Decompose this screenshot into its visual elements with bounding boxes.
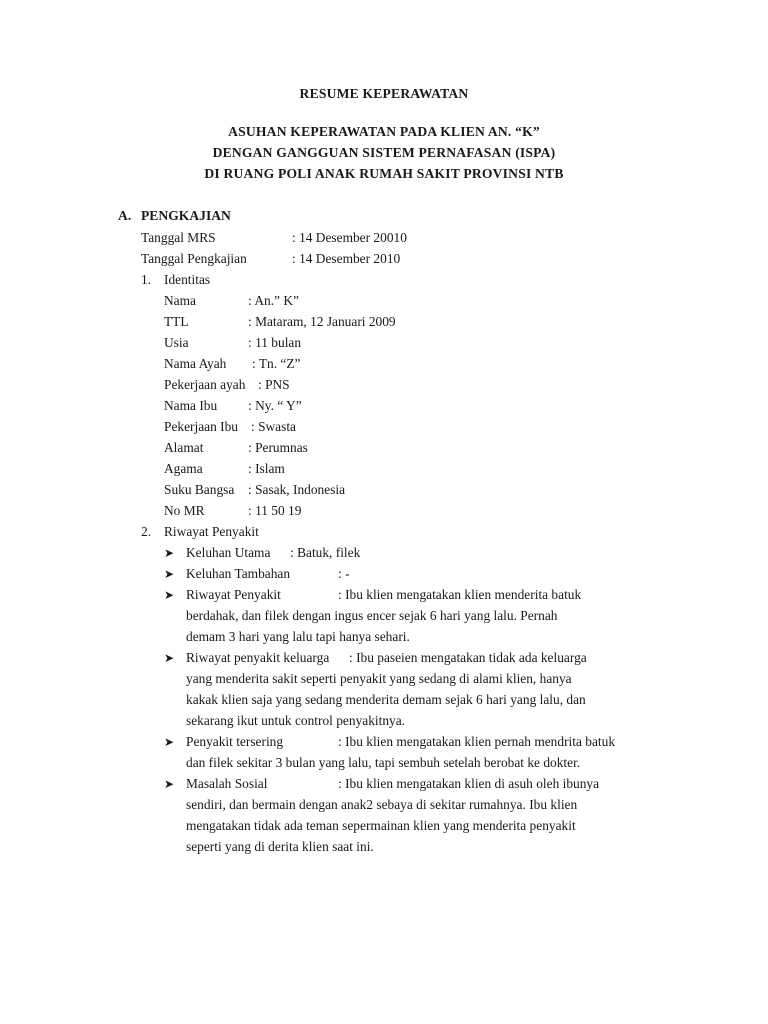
- arrow-right-icon: ➤: [164, 588, 175, 602]
- identity-label-pekerjaan-ibu: Pekerjaan Ibu: [164, 419, 238, 434]
- identity-number: 1.: [141, 272, 152, 287]
- arrow-right-icon: ➤: [164, 777, 175, 791]
- identity-label-alamat: Alamat: [164, 440, 204, 455]
- history-value-riwayat-penyakit: : Ibu klien mengatakan klien menderita batuk: [338, 587, 582, 602]
- history-label-riwayat-penyakit: Riwayat Penyakit: [186, 587, 281, 602]
- history-value-masalah-sosial: : Ibu klien mengatakan klien di asuh oleh ibunya: [338, 776, 600, 791]
- section-a-heading: PENGKAJIAN: [141, 208, 231, 223]
- identity-label-usia: Usia: [164, 335, 189, 350]
- identity-label-nama: Nama: [164, 293, 196, 308]
- history-number: 2.: [141, 524, 152, 539]
- history-heading: Riwayat Penyakit: [164, 524, 259, 539]
- history-continuation-line: mengatakan tidak ada teman sepermainan klien yang menderita penyakit: [186, 818, 576, 833]
- history-value-penyakit-tersering: : Ibu klien mengatakan klien pernah mendrita batuk: [338, 734, 616, 749]
- identity-label-nama-ibu: Nama Ibu: [164, 398, 218, 413]
- subtitle-line-3: DI RUANG POLI ANAK RUMAH SAKIT PROVINSI NTB: [204, 166, 564, 181]
- section-a-label: A.: [118, 208, 132, 223]
- history-label-riwayat-keluarga: Riwayat penyakit keluarga: [186, 650, 330, 665]
- identity-label-agama: Agama: [164, 461, 203, 476]
- history-continuation-line: seperti yang di derita klien saat ini.: [186, 839, 374, 854]
- identity-value-nama-ibu: : Ny. “ Y”: [248, 398, 302, 413]
- arrow-right-icon: ➤: [164, 651, 175, 665]
- identity-label-suku-bangsa: Suku Bangsa: [164, 482, 235, 497]
- history-continuation-line: yang menderita sakit seperti penyakit yang sedang di alami klien, hanya: [186, 671, 572, 686]
- history-continuation-line: dan filek sekitar 3 bulan yang lalu, tapi sembuh setelah berobat ke dokter.: [186, 755, 581, 770]
- history-label-keluhan-tambahan: Keluhan Tambahan: [186, 566, 291, 581]
- history-continuation-line: sekarang ikut untuk control penyakitnya.: [186, 713, 406, 728]
- history-value-keluhan-tambahan: : -: [338, 566, 350, 581]
- history-continuation-line: kakak klien saja yang sedang menderita demam sejak 6 hari yang lalu, dan: [186, 692, 586, 707]
- identity-value-usia: : 11 bulan: [248, 335, 302, 350]
- date-assessment-value: : 14 Desember 2010: [292, 251, 401, 266]
- date-assessment-label: Tanggal Pengkajian: [141, 251, 247, 266]
- identity-heading: Identitas: [164, 272, 211, 287]
- identity-value-suku-bangsa: : Sasak, Indonesia: [248, 482, 346, 497]
- history-label-keluhan-utama: Keluhan Utama: [186, 545, 271, 560]
- history-value-riwayat-keluarga: : Ibu paseien mengatakan tidak ada keluarga: [349, 650, 587, 665]
- identity-value-pekerjaan-ibu: : Swasta: [251, 419, 297, 434]
- history-label-masalah-sosial: Masalah Sosial: [186, 776, 268, 791]
- document-title: RESUME KEPERAWATAN: [299, 86, 469, 101]
- identity-value-ttl: : Mataram, 12 Januari 2009: [248, 314, 396, 329]
- date-mrs-label: Tanggal MRS: [141, 230, 216, 245]
- identity-value-nama: : An.” K”: [248, 293, 299, 308]
- history-continuation-line: demam 3 hari yang lalu tapi hanya sehari.: [186, 629, 410, 644]
- date-mrs-value: : 14 Desember 20010: [292, 230, 407, 245]
- identity-value-pekerjaan-ayah: : PNS: [258, 377, 290, 392]
- arrow-right-icon: ➤: [164, 735, 175, 749]
- history-continuation-line: sendiri, dan bermain dengan anak2 sebaya di sekitar rumahnya. Ibu klien: [186, 797, 578, 812]
- arrow-right-icon: ➤: [164, 567, 175, 581]
- subtitle-line-2: DENGAN GANGGUAN SISTEM PERNAFASAN (ISPA): [212, 145, 556, 160]
- identity-label-nama-ayah: Nama Ayah: [164, 356, 227, 371]
- identity-value-agama: : Islam: [248, 461, 285, 476]
- identity-label-no-mr: No MR: [164, 503, 205, 518]
- history-value-keluhan-utama: : Batuk, filek: [290, 545, 361, 560]
- identity-value-alamat: : Perumnas: [248, 440, 308, 455]
- subtitle-line-1: ASUHAN KEPERAWATAN PADA KLIEN AN. “K”: [228, 124, 540, 139]
- arrow-right-icon: ➤: [164, 546, 175, 560]
- identity-value-nama-ayah: : Tn. “Z”: [252, 356, 301, 371]
- history-continuation-line: berdahak, dan filek dengan ingus encer sejak 6 hari yang lalu. Pernah: [186, 608, 558, 623]
- identity-value-no-mr: : 11 50 19: [248, 503, 302, 518]
- identity-label-pekerjaan-ayah: Pekerjaan ayah: [164, 377, 246, 392]
- identity-label-ttl: TTL: [164, 314, 189, 329]
- history-label-penyakit-tersering: Penyakit tersering: [186, 734, 284, 749]
